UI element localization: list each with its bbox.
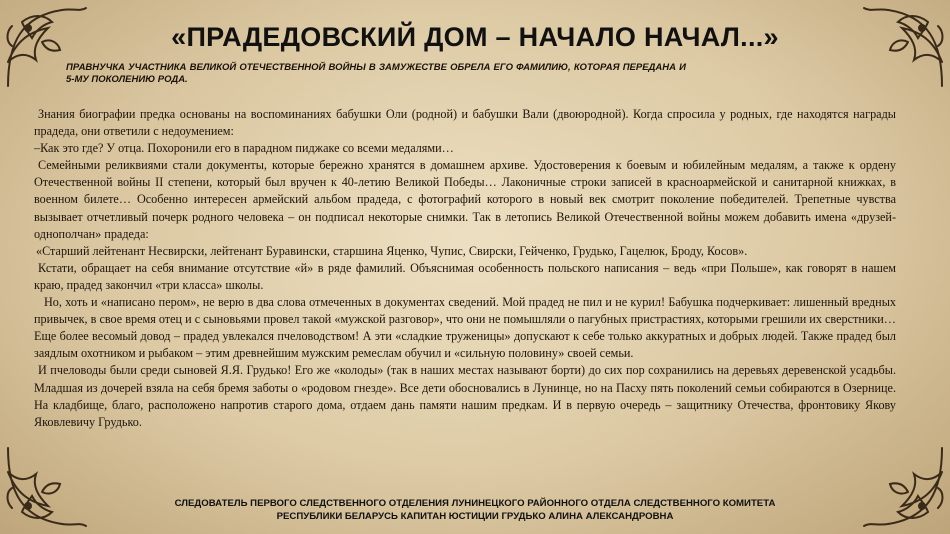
footer-line: СЛЕДОВАТЕЛЬ ПЕРВОГО СЛЕДСТВЕННОГО ОТДЕЛЕНИЯ ЛУНИНЕЦКОГО РАЙОННОГО ОТДЕЛА СЛЕДСТВЕННОГО КОМИТЕТА — [174, 498, 776, 509]
paragraph: Но, хоть и «написано пером», не верю в два слова отмеченных в документах сведений. Мой прадед не пил и не курил! Бабушка подчеркивает: лишенный вредных привычек, в свое время отец и с сыновьями провел такой «мужской разговор», что они не помышляли о пагубных пристрастиях, которыми грешили их сверстники… Еще более весомый довод – прадед увлекался пчеловодством! А эти «сладкие труженицы» допускают к себе только аккуратных и добрых людей. Также прадед был заядлым охотником и рыбаком – этим древнейшим мужским ремеслам обучил и «сильную половину» своей семьи. — [34, 295, 896, 361]
page-title: «ПРАДЕДОВСКИЙ ДОМ – НАЧАЛО НАЧАЛ...» — [171, 22, 779, 52]
article-body — [34, 106, 896, 431]
paragraph: Семейными реликвиями стали документы, которые бережно хранятся в домашнем архиве. Удостоверения к боевым и юбилейным медалям, а также к ордену Отечественной войны II степени, который был вручен к 40-летию Великой Победы… Лаконичные строки записей в красноармейской и санитарной книжках, в военном билете… Особенно интересен армейский альбом прадеда, с фотографий которого в новый век смотрит поколение победителей. Трепетные чувства вызывает отчетливый почерк родного человека – он подписал некоторые снимки. Так в летопись Великой Отечественной войны можем добавить имена «друзей-однополчан» прадеда: — [34, 158, 896, 241]
author-signature — [0, 497, 950, 523]
paragraph: –Как это где? У отца. Похоронили его в парадном пиджаке со всеми медалями… — [34, 141, 454, 156]
footer-line: РЕСПУБЛИКИ БЕЛАРУСЬ КАПИТАН ЮСТИЦИИ ГРУДЬКО АЛИНА АЛЕКСАНДРОВНА — [276, 511, 674, 522]
paragraph: И пчеловоды были среди сыновей Я.Я. Грудько! Его же «колоды» (так в наших местах называют борти) до сих пор сохранились на деревьях деревенской усадьбы. Младшая из дочерей взяла на себя бремя заботы о «родовом гнезде». Все дети обосновались в Лунинце, но на Пасху пять поколений семьи собираются в Озернице. На кладбище, благо, расположено напротив старого дома, отдаем дань памяти нашим предкам. И в первую очередь – защитнику Отечества, фронтовику Якову Яковлевичу Грудько. — [34, 363, 896, 429]
subtitle: ПРАВНУЧКА УЧАСТНИКА ВЕЛИКОЙ ОТЕЧЕСТВЕННОЙ ВОЙНЫ В ЗАМУЖЕСТВЕ ОБРЕЛА ЕГО ФАМИЛИЮ, КОТОРАЯ ПЕРЕДАНА И 5-МУ ПОКОЛЕНИЮ РОДА. — [66, 62, 686, 85]
paragraph: Кстати, обращает на себя внимание отсутствие «й» в ряде фамилий. Объяснимая особенность польского написания – ведь «при Польше», как говорят в нашем краю, прадед закончил «три класса» школы. — [34, 260, 896, 292]
paragraph: «Старший лейтенант Несвирски, лейтенант Буравински, старшина Яценко, Чупис, Свирски, Гейченко, Грудько, Гацелюк, Броду, Косов». — [36, 243, 748, 258]
paragraph: Знания биографии предка основаны на воспоминаниях бабушки Оли (родной) и бабушки Вали (двоюродной). Когда спросила у родных, где находятся награды прадеда, они ответили с недоумением: — [34, 107, 896, 139]
